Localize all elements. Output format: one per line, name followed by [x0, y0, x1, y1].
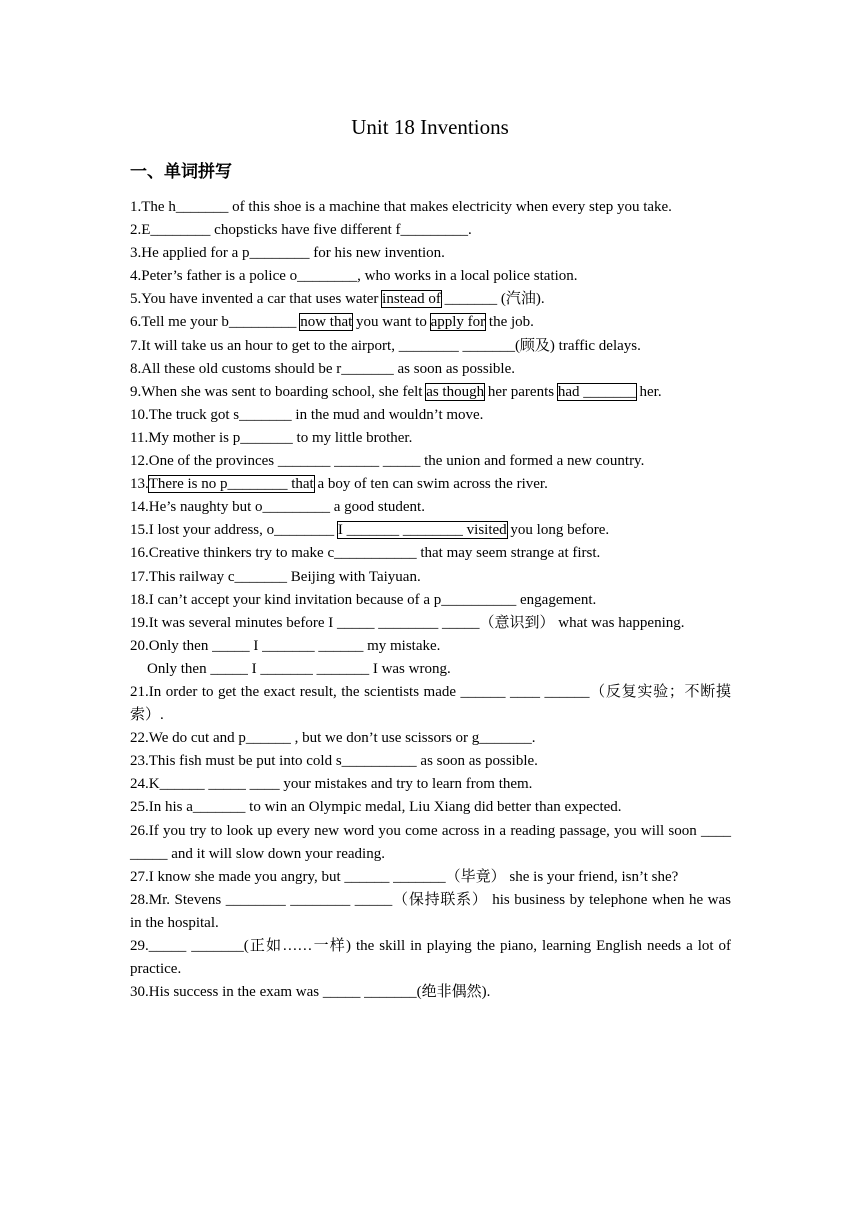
- exercise-item: [130, 612, 731, 635]
- boxed-phrase: There is no p________ that: [148, 476, 314, 493]
- exercise-item: [130, 981, 731, 1004]
- item-text: 4.Peter’s father is a police o________, who works in a local police station.: [130, 268, 578, 285]
- item-text: 13.: [130, 476, 149, 493]
- exercise-item: [130, 473, 731, 496]
- boxed-phrase: I _______ ________ visited: [337, 522, 507, 539]
- exercise-item: [130, 727, 731, 750]
- item-text: 25.In his a_______ to win an Olympic medal, Liu Xiang did better than expected.: [130, 799, 622, 816]
- item-text: 22.We do cut and p______ , but we don’t use scissors or g_______.: [130, 730, 536, 747]
- exercise-item: [130, 311, 731, 334]
- exercise-item: [130, 196, 731, 219]
- boxed-phrase: as though: [426, 383, 485, 400]
- item-text: you long before.: [506, 522, 610, 539]
- boxed-phrase: had _______: [557, 383, 636, 400]
- exercise-item: [130, 635, 731, 658]
- item-text: 30.His success in the exam was _____ _______(绝非偶然).: [130, 984, 491, 1001]
- boxed-phrase: now that: [300, 314, 353, 331]
- item-text: 1.The h_______ of this shoe is a machine that makes electricity when every step you take.: [130, 199, 672, 215]
- exercise-item: [130, 219, 731, 242]
- exercise-item: [130, 750, 731, 773]
- item-text: 8.All these old customs should be r_______ as soon as possible.: [130, 360, 515, 377]
- exercise-item: [130, 542, 731, 565]
- item-text: 12.One of the provinces _______ ______ _____ the union and formed a new country.: [130, 453, 645, 470]
- item-text: a boy of ten can swim across the river.: [313, 476, 548, 493]
- exercise-item: [130, 681, 731, 727]
- item-text: Only then _____ I _______ _______ I was wrong.: [147, 660, 451, 677]
- item-text: 2.E________ chopsticks have five different f_________.: [130, 222, 472, 239]
- item-text: her parents: [484, 383, 558, 400]
- item-text: 9.When she was sent to boarding school, she felt: [130, 383, 427, 400]
- section-heading: 一、单词拼写: [130, 162, 232, 182]
- item-text: the job.: [485, 314, 534, 331]
- item-text: 6.Tell me your b_________: [130, 314, 301, 331]
- exercise-item: [130, 335, 731, 358]
- exercise-item: [130, 658, 731, 681]
- item-text: 14.He’s naughty but o_________ a good student.: [130, 499, 425, 516]
- exercise-item: [130, 935, 731, 981]
- item-text: _______ (汽油).: [440, 291, 545, 308]
- exercise-item: [130, 866, 731, 889]
- boxed-phrase: apply for: [430, 314, 486, 331]
- exercise-item: [130, 889, 731, 935]
- exercise-item: [130, 265, 731, 288]
- exercise-item: [130, 427, 731, 450]
- exercise-item: [130, 519, 731, 542]
- item-text: 7.It will take us an hour to get to the airport, ________ _______(顾及) traffic delays.: [130, 337, 641, 354]
- item-text: 18.I can’t accept your kind invitation because of a p__________ engagement.: [130, 591, 597, 608]
- exercise-item: [130, 796, 731, 819]
- item-text: 10.The truck got s_______ in the mud and wouldn’t move.: [130, 406, 484, 423]
- item-text: 15.I lost your address, o________: [130, 522, 338, 539]
- item-text: 27.I know she made you angry, but ______ _______（毕竟） she is your friend, isn’t she?: [130, 868, 679, 885]
- item-text: 3.He applied for a p________ for his new invention.: [130, 245, 445, 262]
- exercise-list: [130, 196, 731, 1004]
- item-text: 5.You have invented a car that uses water: [130, 291, 383, 308]
- item-text: 24.K______ _____ ____ your mistakes and try to learn from them.: [130, 776, 533, 793]
- item-text: 29._____ _______(正如……一样) the skill in playing the piano, learning English needs a lot of practice.: [130, 938, 731, 978]
- exercise-item: [130, 288, 731, 311]
- exercise-item: [130, 589, 731, 612]
- item-text: 11.My mother is p_______ to my little brother.: [130, 429, 413, 446]
- exercise-item: [130, 773, 731, 796]
- item-text: 16.Creative thinkers try to make c___________ that may seem strange at first.: [130, 545, 601, 562]
- item-text: her.: [635, 383, 662, 400]
- item-text: 20.Only then _____ I _______ ______ my mistake.: [130, 637, 441, 654]
- item-text: 28.Mr. Stevens ________ ________ _____（保持联系） his business by telephone when he was in the hospital.: [130, 891, 731, 931]
- item-text: you want to: [352, 314, 431, 331]
- exercise-item: [130, 404, 731, 427]
- item-text: 21.In order to get the exact result, the scientists made ______ ____ ______（反复实验；不断摸索）.: [130, 683, 731, 724]
- item-text: 19.It was several minutes before I _____ ________ _____（意识到） what was happening.: [130, 614, 685, 631]
- exercise-item: [130, 242, 731, 265]
- page-title: Unit 18 Inventions: [351, 115, 509, 139]
- exercise-item: [130, 566, 731, 589]
- exercise-item: [130, 358, 731, 381]
- boxed-phrase: instead of: [382, 291, 441, 308]
- item-text: 17.This railway c_______ Beijing with Taiyuan.: [130, 568, 421, 585]
- exercise-item: [130, 496, 731, 519]
- exercise-item: [130, 450, 731, 473]
- item-text: 26.If you try to look up every new word you come across in a reading passage, you will soon ____ _____ and it will slow down your reading.: [130, 822, 731, 862]
- exercise-item: [130, 381, 731, 404]
- exercise-item: [130, 820, 731, 866]
- item-text: 23.This fish must be put into cold s__________ as soon as possible.: [130, 753, 538, 770]
